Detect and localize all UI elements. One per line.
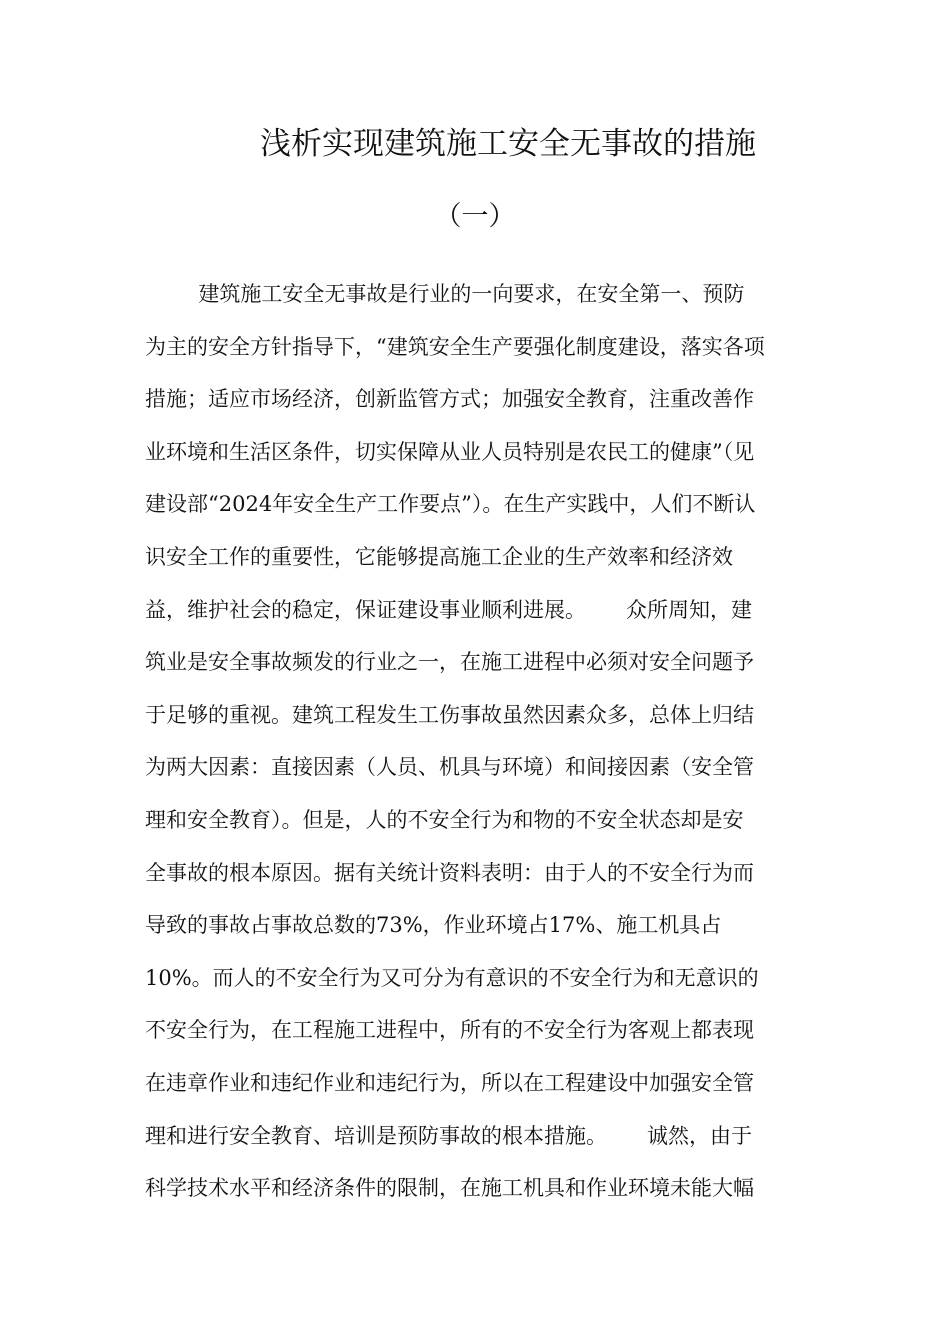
paragraph-line: 10%。而人的不安全行为又可分为有意识的不安全行为和无意识的 — [145, 965, 759, 990]
paragraph-line: 不安全行为，在工程施工进程中，所有的不安全行为客观上都表现 — [145, 1018, 754, 1043]
paragraph-line: 为主的安全方针指导下，“建筑安全生产要强化制度建设，落实各项 — [145, 334, 765, 359]
paragraph-line: 全事故的根本原因。据有关统计资料表明：由于人的不安全行为而 — [145, 860, 754, 885]
body-paragraph — [145, 272, 815, 1219]
paragraph-line: 业环境和生活区条件，切实保障从业人员特别是农民工的健康”（见 — [145, 439, 755, 464]
document-subtitle: （一） — [434, 201, 516, 232]
paragraph-line: 措施；适应市场经济，创新监管方式；加强安全教育，注重改善作 — [145, 387, 754, 412]
paragraph-line: 建设部“2024年安全生产工作要点”）。在生产实践中，人们不断认 — [145, 492, 756, 517]
paragraph-line: 为两大因素：直接因素（人员、机具与环境）和间接因素（安全管 — [145, 755, 754, 780]
paragraph-line: 筑业是安全事故频发的行业之一，在施工进程中必须对安全问题予 — [145, 650, 754, 675]
paragraph-line: 于足够的重视。建筑工程发生工伤事故虽然因素众多，总体上归结 — [145, 702, 754, 727]
paragraph-line: 识安全工作的重要性，它能够提高施工企业的生产效率和经济效 — [145, 544, 733, 569]
document-title: 浅析实现建筑施工安全无事故的措施 — [260, 126, 756, 162]
paragraph-line: 建筑施工安全无事故是行业的一向要求，在安全第一、预防 — [145, 282, 745, 306]
paragraph-line: 导致的事故占事故总数的73%，作业环境占17%、施工机具占 — [145, 913, 722, 938]
paragraph-line: 理和安全教育）。但是，人的不安全行为和物的不安全状态却是安 — [145, 807, 744, 832]
paragraph-line: 理和进行安全教育、培训是预防事故的根本措施。 诚然，由于 — [145, 1123, 753, 1148]
paragraph-line: 益，维护社会的稳定，保证建设事业顺利进展。 众所周知，建 — [145, 597, 753, 622]
paragraph-line: 在违章作业和违纪作业和违纪行为，所以在工程建设中加强安全管 — [145, 1070, 754, 1095]
paragraph-line: 科学技术水平和经济条件的限制，在施工机具和作业环境未能大幅 — [145, 1176, 754, 1201]
